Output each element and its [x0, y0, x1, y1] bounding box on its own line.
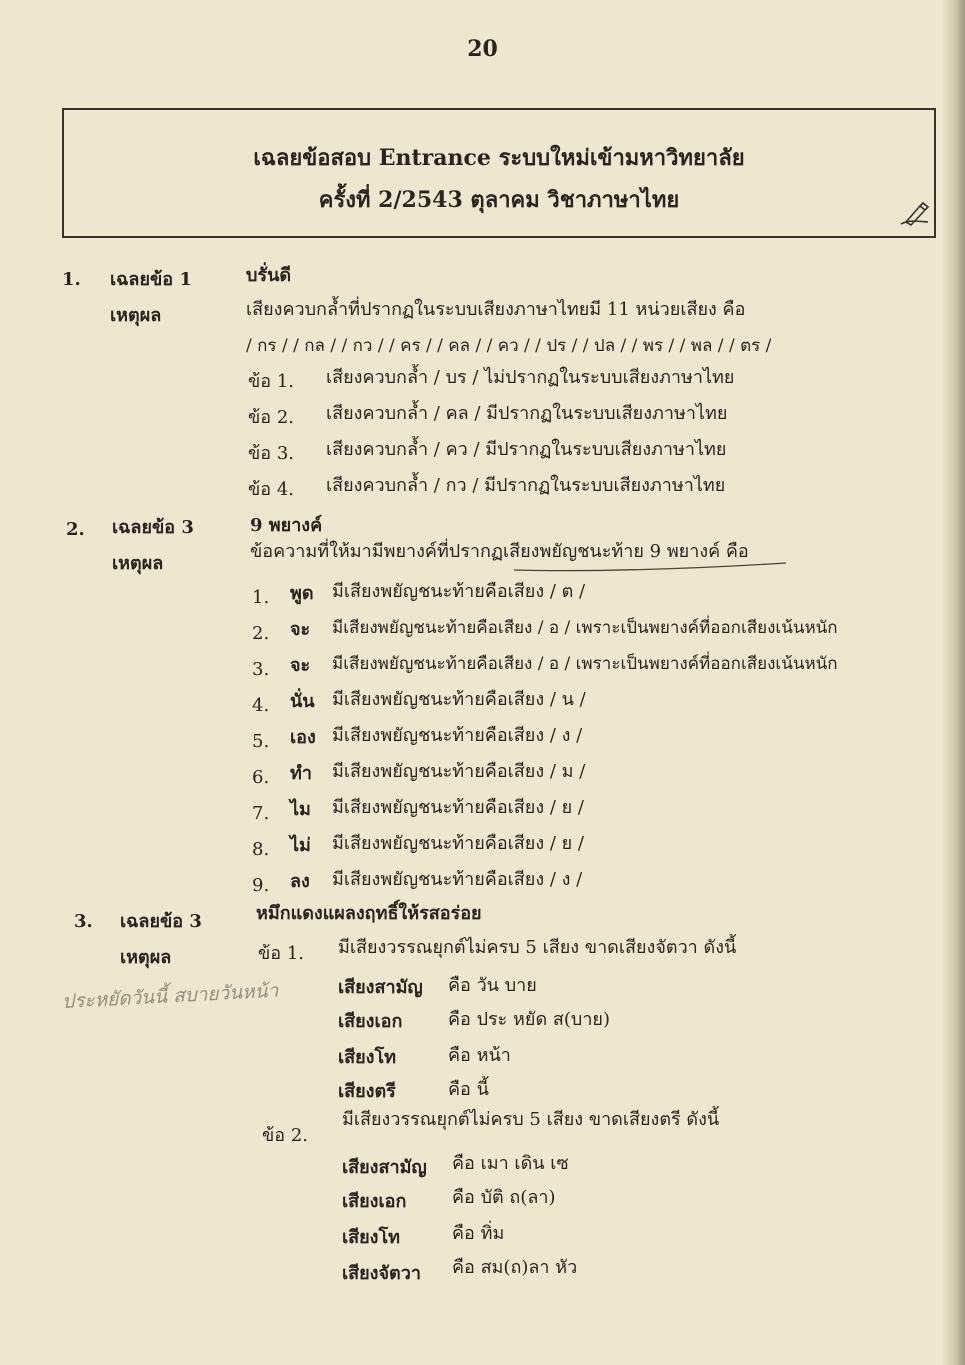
q3-c1-row-4-tone: เสียงตรี — [338, 1081, 396, 1102]
q2-item-2-number: 2. — [252, 623, 270, 644]
q3-c1-row-2-tone: เสียงเอก — [338, 1011, 403, 1032]
q3-c2-row-4-words: คือ สม(ถ)ลา หัว — [452, 1257, 578, 1278]
q1-choice-4-text: เสียงควบกล้ำ / กว / มีปรากฏในระบบเสียงภาษาไทย — [326, 475, 726, 496]
q2-answer-text: 9 พยางค์ — [250, 515, 323, 536]
q2-item-6-word: ทำ — [290, 763, 312, 784]
q2-item-6-text: มีเสียงพยัญชนะท้ายคือเสียง / ม / — [332, 761, 586, 782]
q2-answer-label: เฉลยข้อ 3 — [112, 517, 194, 538]
q3-c1-row-1-words: คือ วัน บาย — [448, 975, 537, 996]
q3-choice-2-label: ข้อ 2. — [262, 1125, 309, 1146]
q3-c2-row-2-words: คือ บัติ ถ(ลา) — [452, 1187, 556, 1208]
q1-answer-text: บรั่นดี — [246, 265, 292, 286]
page-number: 20 — [467, 36, 498, 62]
q1-choice-1-label: ข้อ 1. — [248, 371, 295, 392]
q3-choice-1-text: มีเสียงวรรณยุกต์ไม่ครบ 5 เสียง ขาดเสียงจัตวา ดังนี้ — [338, 937, 737, 958]
q2-item-8-number: 8. — [252, 839, 270, 860]
q2-item-1-text: มีเสียงพยัญชนะท้ายคือเสียง / ต / — [332, 581, 586, 602]
q2-item-7-number: 7. — [252, 803, 270, 824]
q2-item-4-word: นั่น — [290, 691, 315, 712]
q2-item-7-word: ไม — [290, 799, 311, 820]
q2-item-8-text: มีเสียงพยัญชนะท้ายคือเสียง / ย / — [332, 833, 584, 854]
q2-item-1-word: พูด — [290, 583, 314, 604]
q1-reason-intro: เสียงควบกล้ำที่ปรากฏในระบบเสียงภาษาไทยมี 11 หน่วยเสียง คือ — [246, 299, 746, 320]
q1-choice-1-text: เสียงควบกล้ำ / บร / ไม่ปรากฏในระบบเสียงภาษาไทย — [326, 367, 735, 388]
q2-item-2-word: จะ — [290, 619, 311, 640]
q3-c2-row-4-tone: เสียงจัตวา — [342, 1263, 421, 1284]
q2-item-4-number: 4. — [252, 695, 270, 716]
q2-item-7-text: มีเสียงพยัญชนะท้ายคือเสียง / ย / — [332, 797, 584, 818]
pen-writing-icon — [898, 200, 932, 228]
title-box — [62, 108, 936, 238]
q3-c2-row-2-tone: เสียงเอก — [342, 1191, 407, 1212]
q1-choice-2-label: ข้อ 2. — [248, 407, 295, 428]
q2-item-3-text: มีเสียงพยัญชนะท้ายคือเสียง / อ / เพราะเป็นพยางค์ที่ออกเสียงเน้นหนัก — [332, 654, 838, 674]
page-edge-shadow — [941, 0, 965, 1365]
q2-item-2-text: มีเสียงพยัญชนะท้ายคือเสียง / อ / เพราะเป็นพยางค์ที่ออกเสียงเน้นหนัก — [332, 618, 838, 638]
q2-item-4-text: มีเสียงพยัญชนะท้ายคือเสียง / น / — [332, 689, 586, 710]
q3-c1-row-4-words: คือ นี้ — [448, 1079, 489, 1100]
q2-item-5-word: เอง — [290, 727, 316, 748]
q3-c2-row-3-words: คือ ทิ่ม — [452, 1223, 505, 1244]
q2-item-9-number: 9. — [252, 875, 270, 896]
q3-c1-row-3-words: คือ หน้า — [448, 1045, 511, 1066]
q3-c1-row-2-words: คือ ประ หยัด ส(บาย) — [448, 1009, 610, 1030]
q2-item-5-text: มีเสียงพยัญชนะท้ายคือเสียง / ง / — [332, 725, 583, 746]
q3-choice-2-text: มีเสียงวรรณยุกต์ไม่ครบ 5 เสียง ขาดเสียงตรี ดังนี้ — [342, 1109, 720, 1130]
q2-item-8-word: ไม่ — [290, 835, 311, 856]
q2-item-5-number: 5. — [252, 731, 270, 752]
q3-c2-row-1-words: คือ เมา เดิน เซ — [452, 1153, 569, 1174]
q3-reason-label: เหตุผล — [120, 947, 172, 968]
q3-c2-row-3-tone: เสียงโท — [342, 1227, 401, 1248]
q2-item-9-text: มีเสียงพยัญชนะท้ายคือเสียง / ง / — [332, 869, 583, 890]
q1-reason-label: เหตุผล — [110, 305, 162, 326]
q2-item-9-word: ลง — [290, 871, 310, 892]
q2-reason-intro: ข้อความที่ให้มามีพยางค์ที่ปรากฏเสียงพยัญชนะท้าย 9 พยางค์ คือ — [250, 541, 749, 562]
q1-choice-4-label: ข้อ 4. — [248, 479, 295, 500]
title-line-1: เฉลยข้อสอบ Entrance ระบบใหม่เข้ามหาวิทยาลัย — [253, 145, 745, 171]
q1-phoneme-list: / กร / / กล / / กว / / คร / / คล / / คว / / ปร / / ปล / / พร / / พล / / ตร / — [246, 336, 772, 356]
q2-number: 2. — [66, 519, 85, 540]
q1-choice-2-text: เสียงควบกล้ำ / คล / มีปรากฏในระบบเสียงภาษาไทย — [326, 403, 728, 424]
q3-number: 3. — [74, 911, 93, 932]
handwritten-note: ประหยัดวันนี้ สบายวันหน้า — [61, 979, 279, 1014]
q3-choice-1-label: ข้อ 1. — [258, 943, 305, 964]
title-line-2: ครั้งที่ 2/2543 ตุลาคม วิชาภาษาไทย — [318, 187, 680, 213]
q1-answer-label: เฉลยข้อ 1 — [110, 269, 192, 290]
q2-item-1-number: 1. — [252, 587, 270, 608]
handwritten-underline — [512, 560, 788, 574]
q3-c2-row-1-tone: เสียงสามัญ — [342, 1157, 427, 1178]
q1-choice-3-text: เสียงควบกล้ำ / คว / มีปรากฏในระบบเสียงภาษาไทย — [326, 439, 727, 460]
q2-item-3-word: จะ — [290, 655, 311, 676]
q3-c1-row-3-tone: เสียงโท — [338, 1047, 397, 1068]
q3-c1-row-1-tone: เสียงสามัญ — [338, 977, 423, 998]
q2-reason-label: เหตุผล — [112, 553, 164, 574]
q1-choice-3-label: ข้อ 3. — [248, 443, 295, 464]
q2-item-6-number: 6. — [252, 767, 270, 788]
q2-item-3-number: 3. — [252, 659, 270, 680]
q3-answer-text: หมึกแดงแผลงฤทธิ์ให้รสอร่อย — [256, 903, 482, 924]
q1-number: 1. — [62, 269, 81, 290]
q3-answer-label: เฉลยข้อ 3 — [120, 911, 202, 932]
